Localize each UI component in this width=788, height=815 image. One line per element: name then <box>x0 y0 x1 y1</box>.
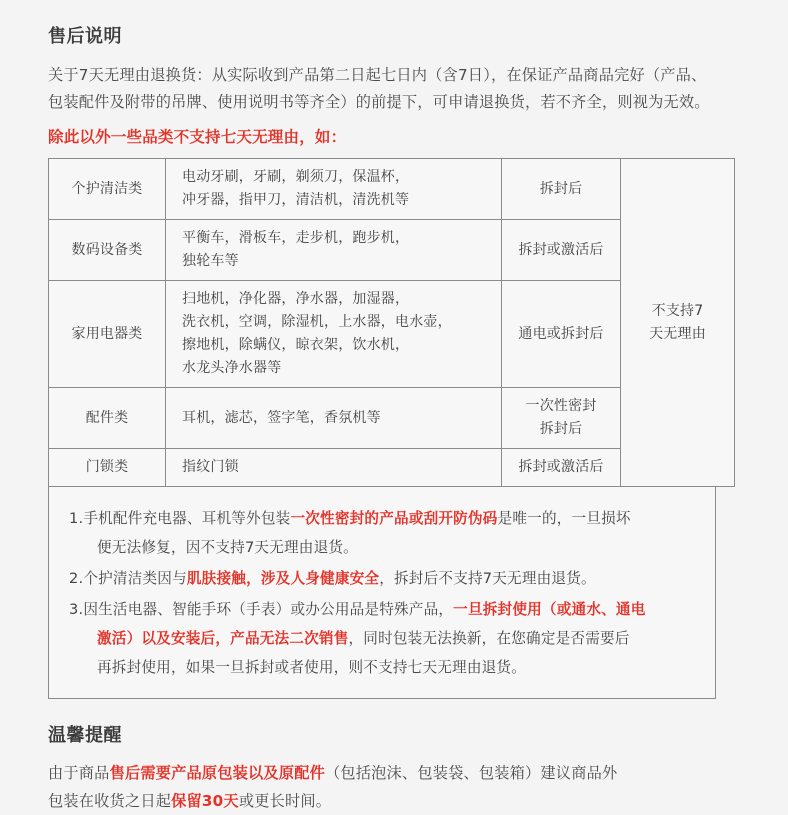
return-condition-cell <box>502 159 621 220</box>
note-line <box>69 595 695 624</box>
intro-line: 关于7天无理由退换货：从实际收到产品第二日起七日内（含7日），在保证产品商品完好（产品、 <box>48 66 707 84</box>
highlighted-text-run: 激活）以及安装后，产品无法二次销售 <box>97 630 349 647</box>
item-line: 耳机，滤芯，签字笔，香氛机等 <box>182 409 381 426</box>
return-condition-cell <box>502 388 621 449</box>
text-run: 由于商品 <box>48 764 110 782</box>
category-name-cell: 配件类 <box>49 388 166 449</box>
category-table-body <box>49 159 735 487</box>
unsupported-categories-notice: 除此以外一些品类不支持七天无理由，如： <box>48 128 347 146</box>
after-sales-section-title: 售后说明 <box>48 26 122 47</box>
item-line: 指纹门锁 <box>182 459 239 475</box>
text-run: ，同时包装无法换新，在您确定是否需要后 <box>348 630 630 647</box>
policy-note <box>69 564 695 593</box>
intro-line: 包装配件及附带的吊牌、使用说明书等齐全）的前提下，可申请退换货，若不齐全，则视为无效。 <box>48 93 710 111</box>
note-line <box>83 533 695 562</box>
item-line: 水龙头净水器等 <box>182 360 282 376</box>
item-line: 平衡车，滑板车，走步机，跑步机， <box>182 230 410 246</box>
text-run: 是唯一的，一旦损坏 <box>497 510 631 527</box>
return-condition-cell <box>502 449 621 487</box>
highlighted-text-run: 保留30天 <box>171 792 239 810</box>
item-line: 独轮车等 <box>182 253 239 269</box>
text-run: 便无法修复，因不支持7天无理由退货。 <box>97 539 358 556</box>
table-row <box>49 159 735 220</box>
category-items-cell <box>166 281 502 388</box>
note-line <box>83 624 695 653</box>
policy-notes-box <box>48 486 716 699</box>
item-line: 冲牙器，指甲刀，清洁机，清洗机等 <box>182 192 410 208</box>
after-sales-intro-paragraph <box>48 62 740 116</box>
tips-paragraph <box>48 759 740 815</box>
condition-line: 拆封或激活后 <box>518 459 604 475</box>
highlighted-text-run: 一次性密封的产品或刮开防伪码 <box>290 510 498 527</box>
text-run: ，拆封后不支持7天无理由退货。 <box>379 570 596 587</box>
category-name-cell: 个护清洁类 <box>49 159 166 220</box>
return-condition-cell <box>502 220 621 281</box>
text-run: （包括泡沫、包装袋、包装箱）建议商品外 <box>325 764 618 782</box>
item-line: 洗衣机，空调，除湿机，上水器，电水壶， <box>182 314 452 330</box>
condition-line: 拆封后 <box>539 180 583 197</box>
unsupported-category-table <box>48 158 735 487</box>
policy-note <box>69 595 695 682</box>
text-run: 或更长时间。 <box>238 792 332 810</box>
text-run: 3.因生活电器、智能手环（手表）或办公用品是特殊产品， <box>69 601 454 618</box>
category-items-cell <box>166 159 502 220</box>
tips-section-title: 温馨提醒 <box>48 725 122 746</box>
no-seven-day-return-merged-cell <box>621 159 735 487</box>
note-line <box>83 653 695 682</box>
condition-line: 拆封或激活后 <box>518 241 604 258</box>
policy-note <box>69 504 695 562</box>
highlighted-text-run: 一旦拆封使用（或通水、通电 <box>453 601 646 618</box>
return-condition-cell <box>502 281 621 388</box>
text-run: 2.个护清洁类因与 <box>69 570 187 587</box>
text-run: 包装在收货之日起 <box>48 792 172 810</box>
category-items-cell <box>166 220 502 281</box>
highlighted-text-run: 售后需要产品原包装以及原配件 <box>109 764 325 782</box>
condition-line: 拆封后 <box>539 421 583 437</box>
category-name-cell: 门锁类 <box>49 449 166 487</box>
tips-line <box>48 787 740 815</box>
note-line <box>69 564 695 593</box>
item-line: 扫地机，净化器，净水器，加湿器， <box>182 291 410 307</box>
category-name-cell: 家用电器类 <box>49 281 166 388</box>
condition-line: 一次性密封 <box>525 398 597 414</box>
merged-cell-line: 天无理由 <box>649 325 706 342</box>
text-run: 再拆封使用，如果一旦拆封或者使用，则不支持七天无理由退货。 <box>97 659 527 676</box>
highlighted-text-run: 肌肤接触，涉及人身健康安全 <box>186 570 380 587</box>
tips-line <box>48 759 740 787</box>
category-items-cell <box>166 449 502 487</box>
text-run: 1.手机配件充电器、耳机等外包装 <box>69 510 291 527</box>
note-line <box>69 504 695 533</box>
category-name-cell: 数码设备类 <box>49 220 166 281</box>
item-line: 电动牙刷，牙刷，剃须刀，保温杯， <box>182 169 410 185</box>
merged-cell-line: 不支持7 <box>651 302 704 319</box>
category-items-cell <box>166 388 502 449</box>
item-line: 擦地机，除螨仪，晾衣架，饮水机， <box>182 337 410 353</box>
condition-line: 通电或拆封后 <box>518 325 604 342</box>
